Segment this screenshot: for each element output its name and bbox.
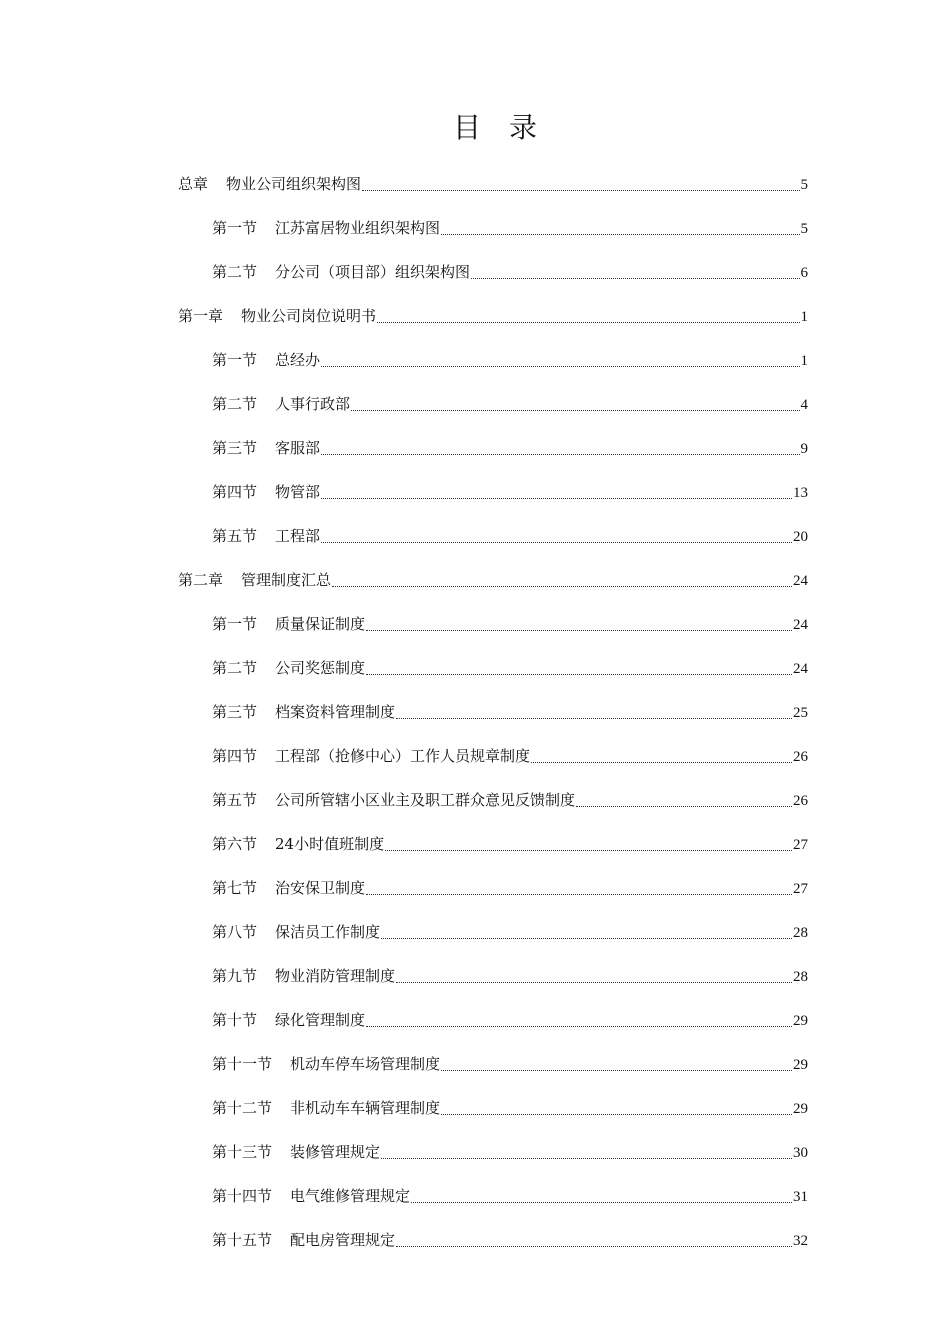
toc-entry-number: 第六节 [212,835,258,853]
toc-entry-number: 第二节 [212,263,258,281]
toc-entry-number: 第十一节 [212,1055,273,1073]
toc-dot-leader [531,761,792,763]
toc-entry-number: 第二节 [212,659,258,677]
toc-dot-leader [385,849,792,851]
toc-entry-number: 第九节 [212,967,258,985]
toc-page-number: 29 [793,1057,808,1073]
toc-dot-leader [366,673,792,675]
toc-dot-leader [396,1245,792,1247]
toc-dot-leader [366,1025,792,1027]
toc-page-number: 26 [793,793,808,809]
toc-page-number: 13 [793,485,808,501]
toc-entry[interactable] [178,302,808,330]
toc-dot-leader [362,189,799,191]
toc-entry-text: 保洁员工作制度 [275,923,381,941]
toc-dot-leader [441,1069,792,1071]
toc-page-number: 20 [793,529,808,545]
toc-entry-text: 物业消防管理制度 [275,967,396,985]
toc-entry-text: 物业公司组织架构图 [226,175,362,193]
toc-dot-leader [381,937,792,939]
toc-dot-leader [471,277,799,279]
toc-entry-text: 分公司（项目部）组织架构图 [275,263,471,281]
toc-page-number: 28 [793,925,808,941]
toc-dot-leader [332,585,792,587]
toc-page-number: 27 [793,881,808,897]
toc-entry[interactable] [212,918,808,946]
toc-entry-number: 第一章 [178,307,224,325]
toc-entry[interactable] [212,434,808,462]
toc-dot-leader [377,321,799,323]
toc-entry-number: 第十节 [212,1011,258,1029]
toc-entry[interactable] [212,830,808,858]
toc-page-number: 6 [800,265,808,281]
toc-page-number: 1 [800,309,808,325]
toc-entry-text: 人事行政部 [275,395,351,413]
toc-entry[interactable] [212,1182,808,1210]
toc-entry-number: 第一节 [212,615,258,633]
toc-page-number: 28 [793,969,808,985]
toc-dot-leader [321,497,792,499]
toc-entry[interactable] [212,1138,808,1166]
toc-entry-text: 物业公司岗位说明书 [241,307,377,325]
toc-entry-number: 第八节 [212,923,258,941]
toc-entry-number: 第五节 [212,791,258,809]
toc-page-number: 29 [793,1101,808,1117]
toc-page-number: 30 [793,1145,808,1161]
toc-page-number: 32 [793,1233,808,1249]
toc-page-number: 29 [793,1013,808,1029]
toc-entry-number: 第二章 [178,571,224,589]
toc-entry-text: 公司所管辖小区业主及职工群众意见反馈制度 [275,791,576,809]
toc-page-number: 25 [793,705,808,721]
toc-page-number: 31 [793,1189,808,1205]
toc-entry-number: 第三节 [212,703,258,721]
toc-entry-number: 第四节 [212,483,258,501]
toc-entry-number: 第七节 [212,879,258,897]
toc-entry-text: 电气维修管理规定 [290,1187,411,1205]
toc-dot-leader [576,805,792,807]
toc-entry-number: 第三节 [212,439,258,457]
toc-entry[interactable] [212,390,808,418]
toc-entry-text: 工程部（抢修中心）工作人员规章制度 [275,747,531,765]
toc-entry[interactable] [212,786,808,814]
toc-entry-number: 第五节 [212,527,258,545]
toc-page-number: 24 [793,573,808,589]
toc-page-number: 24 [793,617,808,633]
toc-dot-leader [441,233,799,235]
toc-entry[interactable] [212,258,808,286]
toc-entry-text: 配电房管理规定 [290,1231,396,1249]
toc-entry-text: 物管部 [275,483,321,501]
toc-entry[interactable] [212,522,808,550]
toc-entry[interactable] [178,566,808,594]
toc-entry-text: 治安保卫制度 [275,879,366,897]
toc-entry-text: 总经办 [275,351,321,369]
toc-entry-number: 第一节 [212,219,258,237]
toc-page-number: 5 [800,177,808,193]
toc-entry-text: 24小时值班制度 [275,835,385,853]
toc-dot-leader [396,717,792,719]
toc-page-number: 27 [793,837,808,853]
toc-entry-number: 第十二节 [212,1099,273,1117]
toc-entry-text: 机动车停车场管理制度 [290,1055,441,1073]
toc-dot-leader [411,1201,792,1203]
toc-dot-leader [351,409,799,411]
toc-dot-leader [396,981,792,983]
toc-entry-number: 第十三节 [212,1143,273,1161]
toc-entry[interactable] [212,654,808,682]
toc-entry-number: 第四节 [212,747,258,765]
toc-entry[interactable] [212,698,808,726]
toc-entry-text: 非机动车车辆管理制度 [290,1099,441,1117]
toc-entry[interactable] [212,742,808,770]
toc-entry-text: 客服部 [275,439,321,457]
toc-entry-number: 总章 [178,175,209,193]
toc-dot-leader [321,453,799,455]
toc-page-number: 9 [800,441,808,457]
toc-entry[interactable] [212,962,808,990]
toc-page-number: 5 [800,221,808,237]
toc-entry-text: 装修管理规定 [290,1143,381,1161]
toc-entry[interactable] [178,170,808,198]
toc-entry-text: 工程部 [275,527,321,545]
toc-entry[interactable] [212,1050,808,1078]
toc-entry-text: 档案资料管理制度 [275,703,396,721]
toc-page-number: 1 [800,353,808,369]
toc-entry[interactable] [212,1226,808,1254]
toc-entry[interactable] [212,1006,808,1034]
toc-entry[interactable] [212,214,808,242]
toc-page-number: 26 [793,749,808,765]
toc-entry[interactable] [212,478,808,506]
toc-entry-text: 管理制度汇总 [241,571,332,589]
toc-entry-number: 第一节 [212,351,258,369]
toc-entry-text: 江苏富居物业组织架构图 [275,219,441,237]
toc-dot-leader [321,541,792,543]
toc-entry[interactable] [212,874,808,902]
toc-entry-number: 第二节 [212,395,258,413]
toc-page-number: 4 [800,397,808,413]
toc-entry-text: 绿化管理制度 [275,1011,366,1029]
toc-title: 目 录 [452,111,537,144]
toc-dot-leader [321,365,799,367]
toc-entry-number: 第十五节 [212,1231,273,1249]
toc-entry[interactable] [212,610,808,638]
toc-entry-number: 第十四节 [212,1187,273,1205]
toc-entry-text: 质量保证制度 [275,615,366,633]
toc-entry-text: 公司奖惩制度 [275,659,366,677]
toc-dot-leader [366,629,792,631]
toc-entry[interactable] [212,1094,808,1122]
toc-dot-leader [381,1157,792,1159]
toc-dot-leader [441,1113,792,1115]
toc-page-number: 24 [793,661,808,677]
toc-entry[interactable] [212,346,808,374]
toc-dot-leader [366,893,792,895]
